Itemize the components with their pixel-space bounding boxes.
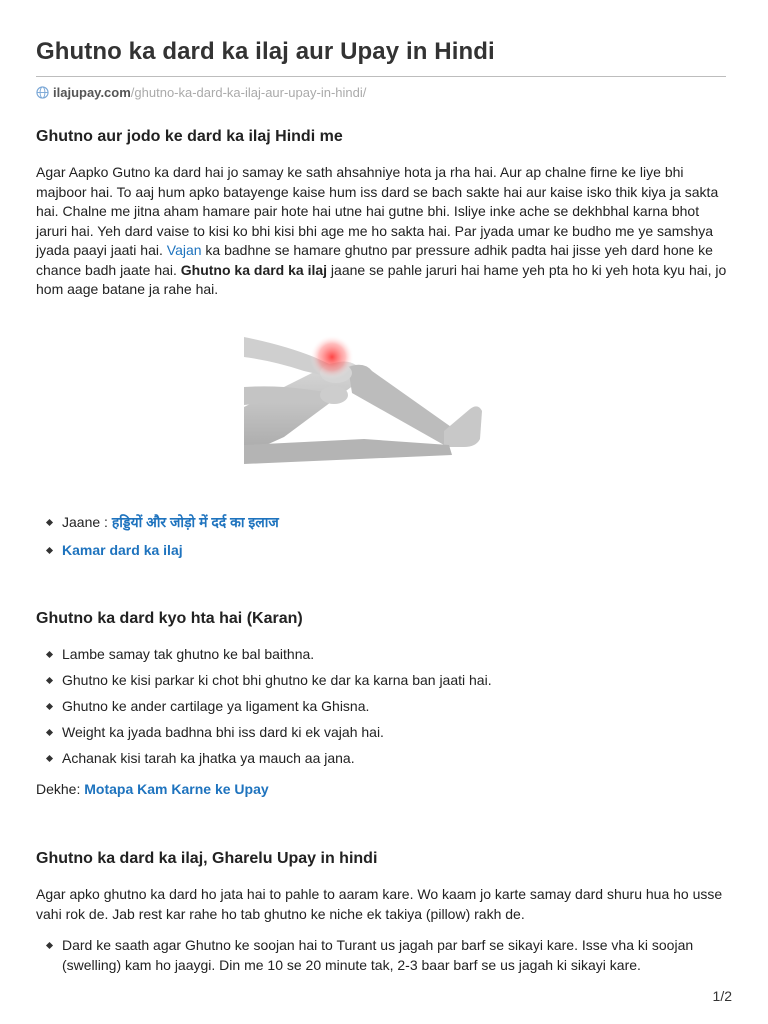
vajan-link[interactable]: Vajan (166, 242, 202, 258)
list-item (36, 541, 732, 561)
intro-text-a: Agar Aapko Gutno ka dard hai jo samay ke sath ahsahniye hota ja rha hai. Aur ap chalne firne ke liye bhi majboor hai. To aaj hum apko batayenge kaise hum iss dard se bach sakte hai aur kaise isko thik kiya ja sakta hai. Chalne me jitna aham hamare pair hote hai utne hai gutne bhi. Isliye inke ache se dekhbhal karna bhot jaruri hai. Yeh dard vaise to kisi ko bhi kisi bhi age me ho sakta hai. Par jyada umar ke budho me ye samshya jyada paayi jaati hai. (36, 164, 719, 258)
list-item: Achanak kisi tarah ka jhatka ya mauch aa jana. (36, 749, 732, 769)
knee-pain-illustration (244, 327, 518, 464)
intro-bold-phrase: Ghutno ka dard ka ilaj (180, 261, 328, 278)
jaane-prefix: Jaane : (62, 514, 112, 530)
hindi-joint-pain-link[interactable]: हड्डियों और जोड़ो में दर्द का इलाज (111, 514, 279, 530)
gharelu-paragraph: Agar apko ghutno ka dard ho jata hai to pahle to aaram kare. Wo kaam jo karte samay dard shuru hua ho usse vahi rok de. Jab rest kar rahe ho tab ghutno ke niche ek takiya (pillow) rakh de. (36, 886, 723, 922)
list-item: Lambe samay tak ghutno ke bal baithna. (36, 645, 732, 665)
section-heading-jodo: Ghutno aur jodo ke dard ka ilaj Hindi me (36, 128, 343, 145)
section-heading-karan: Ghutno ka dard kyo hta hai (Karan) (36, 610, 303, 627)
motapa-link[interactable]: Motapa Kam Karne ke Upay (84, 781, 269, 797)
page-number: 1/2 (712, 988, 732, 1004)
list-item: Dard ke saath agar Ghutno ke soojan hai to Turant us jagah par barf se sikayi kare. Isse vha ki soojan (swelling) kam ho jaaygi. Din me 10 se 20 minute tak, 2-3 baar barf se us jagah ki sikayi kare. (36, 936, 732, 975)
gharelu-list (36, 936, 732, 975)
intro-text-c: jaane se pahle jaruri hai hame yeh pta ho ki yeh hota kyu hai, jo hom aage batane ja rahe hai. (36, 261, 727, 297)
source-path[interactable]: /ghutno-ka-dard-ka-ilaj-aur-upay-in-hindi/ (130, 85, 367, 100)
section-heading-gharelu: Ghutno ka dard ka ilaj, Gharelu Upay in hindi (36, 850, 378, 867)
intro-paragraph (36, 163, 732, 300)
dekhe-prefix: Dekhe: (36, 781, 85, 797)
intro-text-b: ka badhne se hamare ghutno par pressure adhik padta hai jisse yeh dard hone ke chance badh jaate hai. (36, 242, 713, 278)
causes-list (36, 645, 732, 769)
globe-icon (36, 86, 49, 99)
source-site[interactable]: ilajupay.com (53, 85, 131, 100)
dekhe-line (36, 780, 732, 800)
kamar-dard-link[interactable]: Kamar dard ka ilaj (62, 541, 183, 558)
related-links-list (36, 513, 732, 560)
list-item (36, 513, 732, 533)
source-url[interactable] (36, 85, 366, 100)
list-item: Ghutno ke ander cartilage ya ligament ka Ghisna. (36, 697, 732, 717)
list-item: Ghutno ke kisi parkar ki chot bhi ghutno ke dar ka karna ban jaati hai. (36, 671, 732, 691)
list-item: Weight ka jyada badhna bhi iss dard ki ek vajah hai. (36, 723, 732, 743)
title-divider (36, 76, 726, 77)
page-title: Ghutno ka dard ka ilaj aur Upay in Hindi (36, 38, 495, 65)
